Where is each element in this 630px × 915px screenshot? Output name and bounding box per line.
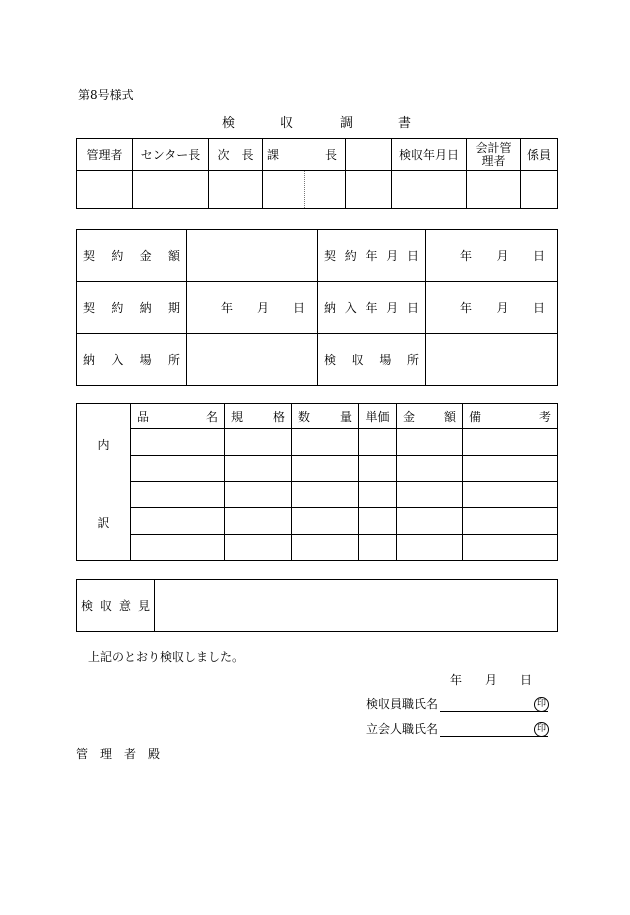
inspector-signature <box>366 695 549 712</box>
label-char: 約 <box>111 249 124 263</box>
label-char: 額 <box>167 249 180 263</box>
item-cell[interactable] <box>463 429 558 455</box>
stamp-box-blank[interactable] <box>346 171 392 209</box>
side-label-char: 訳 <box>97 516 110 530</box>
item-cell[interactable] <box>131 534 225 560</box>
form-number: 第8号様式 <box>78 88 134 102</box>
contract-amount-label <box>77 230 187 282</box>
item-cell[interactable] <box>131 481 225 507</box>
label-char: 入 <box>111 353 124 367</box>
label-char: 格 <box>272 409 285 424</box>
item-cell[interactable] <box>397 455 463 481</box>
month-unit: 月 <box>496 301 509 315</box>
label-char: 額 <box>443 409 456 424</box>
approval-header-blank <box>346 139 392 171</box>
year-unit: 年 <box>221 301 234 315</box>
signature-date[interactable] <box>450 671 532 688</box>
label-char: 約 <box>344 249 357 263</box>
approval-header-inspection-date: 検収年月日 <box>392 139 467 171</box>
inspection-place-value[interactable] <box>426 334 558 386</box>
item-cell[interactable] <box>463 455 558 481</box>
item-cell[interactable] <box>359 455 397 481</box>
table-row <box>77 455 558 481</box>
stamp-box-deputy[interactable] <box>209 171 263 209</box>
header-remarks <box>463 404 558 429</box>
approval-header-section-chief <box>263 139 346 171</box>
item-cell[interactable] <box>359 429 397 455</box>
title-char: 書 <box>398 116 412 131</box>
label-char: 規 <box>231 409 244 424</box>
label-char: 備 <box>469 409 482 424</box>
label-char: 所 <box>406 353 419 367</box>
table-row <box>77 534 558 560</box>
contract-table <box>76 229 558 386</box>
day-unit: 日 <box>532 249 545 263</box>
label-char: 収 <box>99 599 112 613</box>
label-char: 月 <box>386 249 399 263</box>
contract-amount-value[interactable] <box>187 230 318 282</box>
items-table <box>76 403 558 561</box>
item-cell[interactable] <box>463 508 558 534</box>
day-unit: 日 <box>519 673 532 687</box>
label-char: 日 <box>406 301 419 315</box>
delivery-place-label <box>77 334 187 386</box>
label-char: 納 <box>83 353 96 367</box>
year-unit: 年 <box>460 301 473 315</box>
inspector-label: 検収員職氏名 <box>366 697 439 711</box>
label-char: 入 <box>344 301 357 315</box>
label-char: 契 <box>324 249 337 263</box>
label-char: 品 <box>137 409 150 424</box>
label-char: 納 <box>139 301 152 315</box>
accounting-label-line1: 会計管 <box>475 140 512 155</box>
item-cell[interactable] <box>131 455 225 481</box>
label-char: 見 <box>137 599 150 613</box>
opinion-label <box>77 580 155 632</box>
approval-header-accounting-manager <box>467 139 521 171</box>
contract-date-label <box>318 230 426 282</box>
addressee-char: 管 <box>76 747 89 761</box>
item-cell[interactable] <box>397 481 463 507</box>
label-char: 意 <box>118 599 131 613</box>
item-cell[interactable] <box>463 481 558 507</box>
title-char: 検 <box>222 116 236 131</box>
label-char: 所 <box>167 353 180 367</box>
year-unit: 年 <box>460 249 473 263</box>
item-cell[interactable] <box>397 508 463 534</box>
label-char: 量 <box>339 409 352 424</box>
item-cell[interactable] <box>359 534 397 560</box>
accounting-label-line2: 理者 <box>481 153 506 168</box>
approval-header-center-head: センター長 <box>133 139 209 171</box>
label-char: 検 <box>324 353 337 367</box>
contract-deadline-value[interactable] <box>187 282 318 334</box>
inspection-statement: 上記のとおり検収しました。 <box>88 650 245 664</box>
item-cell[interactable] <box>463 534 558 560</box>
item-cell[interactable] <box>131 508 225 534</box>
inspector-name-field[interactable] <box>440 697 548 712</box>
item-cell[interactable] <box>397 429 463 455</box>
item-cell[interactable] <box>397 534 463 560</box>
contract-deadline-label <box>77 282 187 334</box>
header-item-name <box>131 404 225 429</box>
opinion-table <box>76 579 558 632</box>
stamp-box-center-head[interactable] <box>133 171 209 209</box>
approval-header-staff: 係員 <box>521 139 558 171</box>
delivery-place-value[interactable] <box>187 334 318 386</box>
label-char: 年 <box>365 301 378 315</box>
header-amount <box>397 404 463 429</box>
item-cell[interactable] <box>292 508 359 534</box>
witness-label: 立会人職氏名 <box>366 722 439 736</box>
item-cell[interactable] <box>292 534 359 560</box>
label-char: 契 <box>83 301 96 315</box>
month-unit: 月 <box>496 249 509 263</box>
stamp-box-chief[interactable] <box>305 171 346 209</box>
opinion-value[interactable] <box>155 580 558 632</box>
delivery-date-label <box>318 282 426 334</box>
contract-date-value[interactable] <box>426 230 558 282</box>
item-cell[interactable] <box>292 429 359 455</box>
addressee-char: 殿 <box>147 747 160 761</box>
chief-label: 長 <box>324 148 337 162</box>
witness-signature <box>366 720 549 737</box>
label-char: 年 <box>365 249 378 263</box>
item-cell[interactable] <box>225 429 292 455</box>
label-char: 数 <box>298 409 311 424</box>
inspection-place-label <box>318 334 426 386</box>
header-spec <box>225 404 292 429</box>
stamp-box-manager[interactable] <box>77 171 133 209</box>
seal-mark-icon: 印 <box>534 697 549 712</box>
addressee <box>76 745 160 762</box>
label-char: 約 <box>111 301 124 315</box>
year-unit: 年 <box>450 673 463 687</box>
document-title <box>222 112 412 131</box>
item-cell[interactable] <box>131 429 225 455</box>
day-unit: 日 <box>292 301 305 315</box>
label-char: 収 <box>351 353 364 367</box>
addressee-char: 理 <box>99 747 112 761</box>
table-row <box>77 429 558 455</box>
addressee-char: 者 <box>123 747 136 761</box>
item-cell[interactable] <box>225 455 292 481</box>
title-char: 収 <box>280 116 294 131</box>
item-cell[interactable] <box>359 508 397 534</box>
item-cell[interactable] <box>225 481 292 507</box>
header-quantity <box>292 404 359 429</box>
label-char: 場 <box>139 353 152 367</box>
side-label-char: 内 <box>97 438 110 452</box>
item-cell[interactable] <box>225 534 292 560</box>
table-row <box>77 481 558 507</box>
month-unit: 月 <box>484 673 497 687</box>
table-row <box>77 508 558 534</box>
approval-table <box>76 138 558 209</box>
section-label: 課 <box>267 148 280 162</box>
label-char: 日 <box>406 249 419 263</box>
stamp-box-inspection-date[interactable] <box>392 171 467 209</box>
label-char: 金 <box>403 409 416 424</box>
title-char: 調 <box>340 116 354 131</box>
label-char: 契 <box>83 249 96 263</box>
label-char: 名 <box>205 409 218 424</box>
item-cell[interactable] <box>292 481 359 507</box>
item-cell[interactable] <box>292 455 359 481</box>
stamp-box-section[interactable] <box>263 171 305 209</box>
delivery-date-value[interactable] <box>426 282 558 334</box>
approval-header-manager: 管理者 <box>77 139 133 171</box>
label-char: 検 <box>81 599 94 613</box>
header-unit-price: 単価 <box>359 404 397 429</box>
approval-header-deputy: 次 長 <box>209 139 263 171</box>
stamp-box-accounting[interactable] <box>467 171 521 209</box>
label-char: 月 <box>386 301 399 315</box>
label-char: 金 <box>139 249 152 263</box>
stamp-box-staff[interactable] <box>521 171 558 209</box>
day-unit: 日 <box>532 301 545 315</box>
item-cell[interactable] <box>359 481 397 507</box>
witness-name-field[interactable] <box>440 722 548 737</box>
seal-mark-icon: 印 <box>534 722 549 737</box>
label-char: 場 <box>379 353 392 367</box>
month-unit: 月 <box>256 301 269 315</box>
label-char: 期 <box>167 301 180 315</box>
items-side-label <box>77 404 131 561</box>
label-char: 考 <box>538 409 551 424</box>
item-cell[interactable] <box>225 508 292 534</box>
label-char: 納 <box>324 301 337 315</box>
